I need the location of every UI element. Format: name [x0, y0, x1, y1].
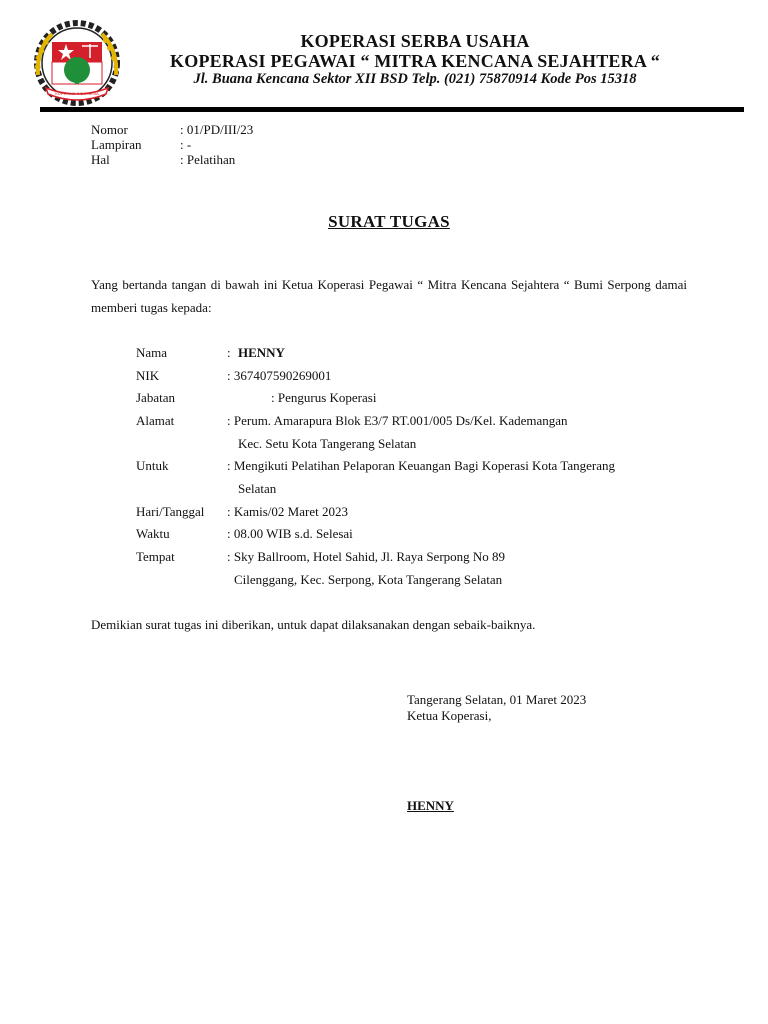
hal-label: Hal — [91, 152, 110, 167]
logo-ribbon-text: KOPERASI INDONESIA — [55, 91, 99, 96]
jabatan-label: Jabatan — [136, 390, 175, 405]
nik-label: NIK — [136, 368, 160, 383]
letterhead-title: KOPERASI SERBA USAHA — [300, 31, 530, 51]
waktu-value: : 08.00 WIB s.d. Selesai — [227, 526, 353, 541]
document-title: SURAT TUGAS — [328, 212, 450, 231]
nama-value: HENNY — [238, 345, 285, 360]
nama-label: Nama — [136, 345, 168, 360]
untuk-value-line1: : Mengikuti Pelatihan Pelaporan Keuangan Bagi Koperasi Kota Tangerang — [227, 458, 616, 473]
alamat-value-line1: : Perum. Amarapura Blok E3/7 RT.001/005 Ds/Kel. Kademangan — [227, 413, 568, 428]
hari-tanggal-value: : Kamis/02 Maret 2023 — [227, 504, 348, 519]
signature-place-date: Tangerang Selatan, 01 Maret 2023 — [407, 692, 587, 707]
waktu-label: Waktu — [136, 526, 170, 541]
nik-value: : 367407590269001 — [227, 368, 332, 383]
hari-tanggal-label: Hari/Tanggal — [136, 504, 205, 519]
signature-position: Ketua Koperasi, — [407, 708, 492, 723]
tempat-label: Tempat — [136, 549, 175, 564]
nomor-value: : 01/PD/III/23 — [180, 122, 254, 137]
nomor-label: Nomor — [91, 122, 128, 137]
jabatan-value: : Pengurus Koperasi — [271, 390, 377, 405]
signature-name: HENNY — [407, 798, 454, 813]
lampiran-label: Lampiran — [91, 137, 142, 152]
tempat-value-line2: Cilenggang, Kec. Serpong, Kota Tangerang Selatan — [234, 572, 503, 587]
untuk-label: Untuk — [136, 458, 169, 473]
lampiran-value: : - — [180, 137, 192, 152]
alamat-label: Alamat — [136, 413, 175, 428]
closing-paragraph: Demikian surat tugas ini diberikan, untuk dapat dilaksanakan dengan sebaik-baiknya. — [91, 617, 536, 632]
letterhead-divider — [40, 107, 744, 112]
tempat-value-line1: : Sky Ballroom, Hotel Sahid, Jl. Raya Serpong No 89 — [227, 549, 506, 564]
letterhead-organization: KOPERASI PEGAWAI “ MITRA KENCANA SEJAHTERA “ — [170, 51, 660, 71]
nama-colon: : — [227, 345, 231, 360]
intro-paragraph: Yang bertanda tangan di bawah ini Ketua Koperasi Pegawai “ Mitra Kencana Sejahtera “ Bumi Serpong damai memberi tugas kepada: — [91, 277, 687, 315]
alamat-value-line2: Kec. Setu Kota Tangerang Selatan — [238, 436, 417, 451]
untuk-value-line2: Selatan — [238, 481, 277, 496]
hal-value: : Pelatihan — [180, 152, 236, 167]
letterhead-address: Jl. Buana Kencana Sektor XII BSD Telp. (021) 75870914 Kode Pos 15318 — [193, 71, 637, 87]
